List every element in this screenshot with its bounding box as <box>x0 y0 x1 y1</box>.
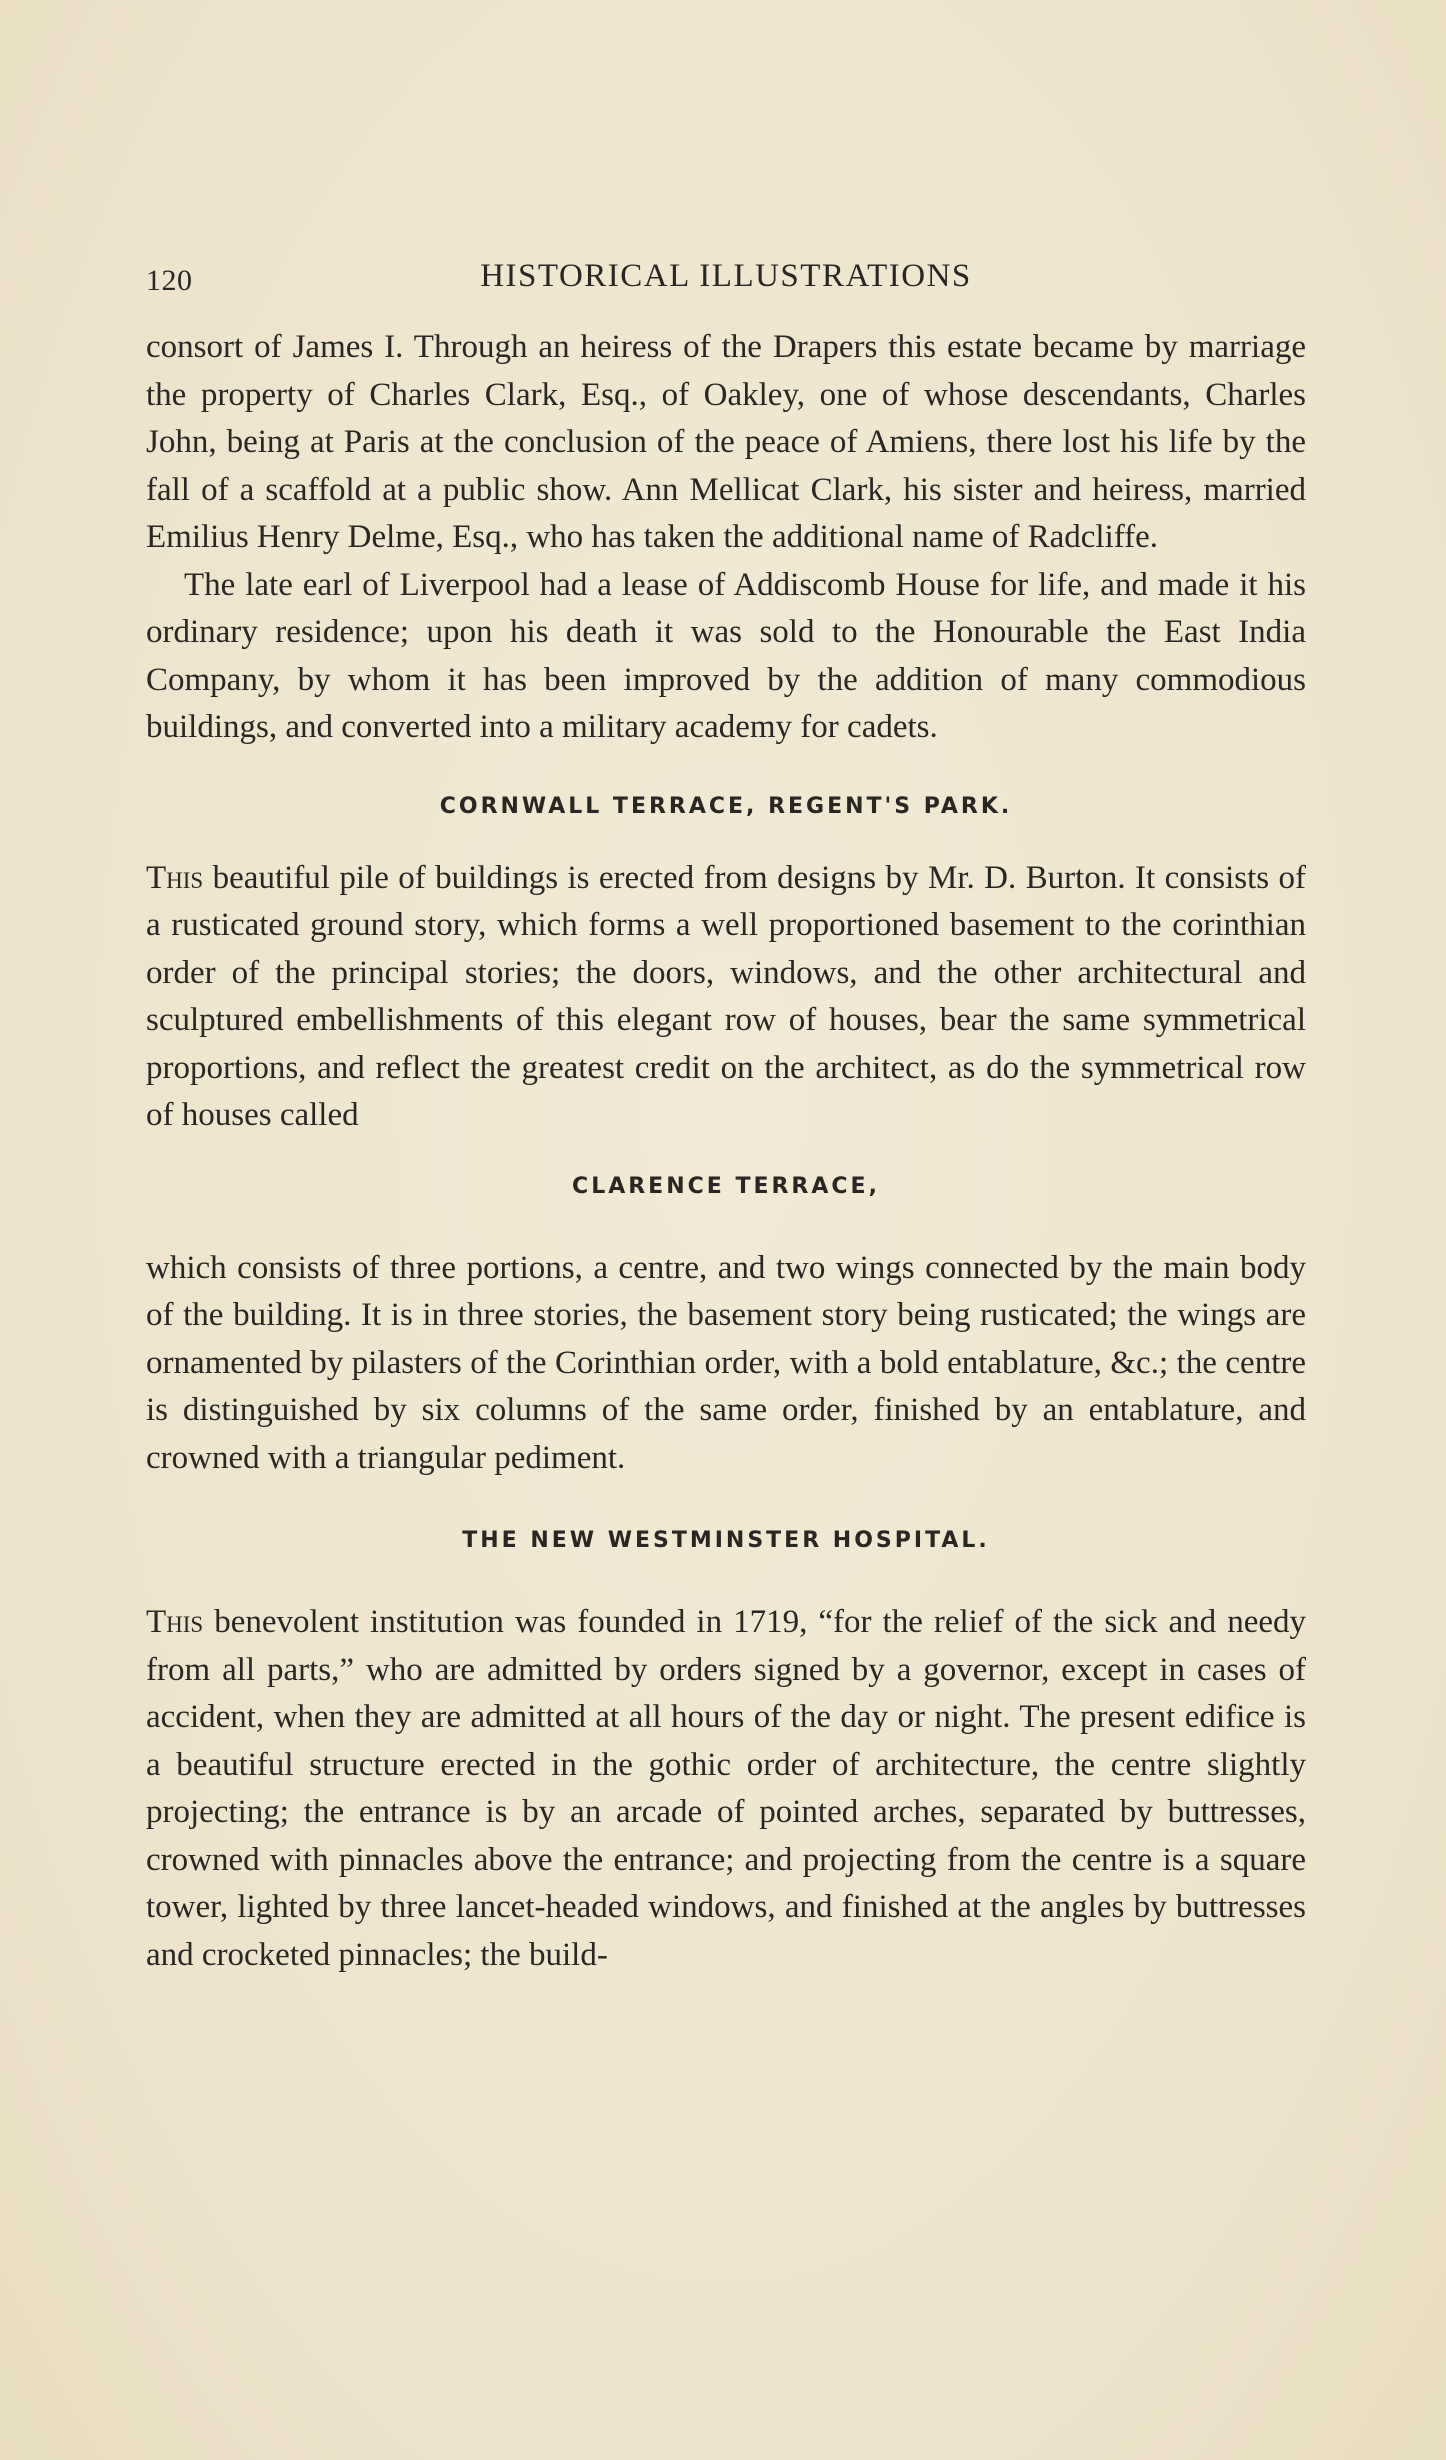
page-number: 120 <box>146 264 193 297</box>
paragraph-clarence-terrace: which consists of three portions, a centre, and two wings connected by the main body of the building. It is in three stories, the basement story being rusticated; the wings are ornamented by pilasters of the Corinthian order, with a bold entablature, &c.; the centre is distinguished by six columns of the same order, finished by an entablature, and crowned with a triangular pediment. <box>146 1249 1306 1476</box>
paragraph-westminster-hospital-text: benevolent institution was founded in 1719, “for the relief of the sick and needy from all parts,” who are admitted by orders signed by a governor, except in cases of accident, when they are admitted at all hours of the day or night. The present edifice is a beautiful structure erected in the gothic order of architecture, the centre slightly projecting; the entrance is by an arcade of pointed arches, separated by buttresses, crowned with pinnacles above the entrance; and projecting from the centre is a square tower, lighted by three lancet-headed windows, and finished at the angles by buttresses and crocketed pinnacles; the build- <box>146 1604 1307 1973</box>
paragraph-lead-word: This <box>146 1604 204 1640</box>
paragraph-addiscomb-history: consort of James I. Through an heiress of the Drapers this estate became by marriage the property of Charles Clark, Esq., of Oakley, one of whose descendants, Charles John, being at Paris at the conclusion of the peace of Amiens, there lost his life by the fall of a scaffold at a public show. Ann Mellicat Clark, his sister and heiress, married Emilius Henry Delme, Esq., who has taken the additional name of Radcliffe. <box>146 329 1306 555</box>
paragraph-lead-word: This <box>146 859 204 896</box>
paragraph-westminster-hospital <box>146 1599 1306 1979</box>
page-header <box>146 258 1306 306</box>
running-title: HISTORICAL ILLUSTRATIONS <box>480 258 972 294</box>
heading-cornwall-terrace: CORNWALL TERRACE, REGENT'S PARK. <box>439 793 1013 819</box>
heading-clarence-terrace: CLARENCE TERRACE, <box>572 1173 880 1199</box>
heading-westminster-hospital: THE NEW WESTMINSTER HOSPITAL. <box>462 1528 990 1553</box>
page-body <box>146 324 1306 1979</box>
paragraph-cornwall-terrace <box>146 855 1306 1140</box>
paragraph-cornwall-terrace-text: beautiful pile of buildings is erected from designs by Mr. D. Burton. It consists of a rusticated ground story, which forms a well proportioned basement to the corinthian order of the principal stories; the doors, windows, and the other architectural and sculptured embellishments of this elegant row of houses, bear the same symmetrical proportions, and reflect the greatest credit on the architect, as do the symmetrical row of houses called <box>146 859 1307 1133</box>
paragraph-liverpool-lease <box>146 562 1306 752</box>
paragraph-liverpool-lease-text: The late earl of Liverpool had a lease of Addiscomb House for life, and made it his ordinary residence; upon his death it was sold to the Honourable the East India Company, by whom it has been improved by the addition of many commodious buildings, and converted into a military academy for cadets. <box>146 566 1306 745</box>
